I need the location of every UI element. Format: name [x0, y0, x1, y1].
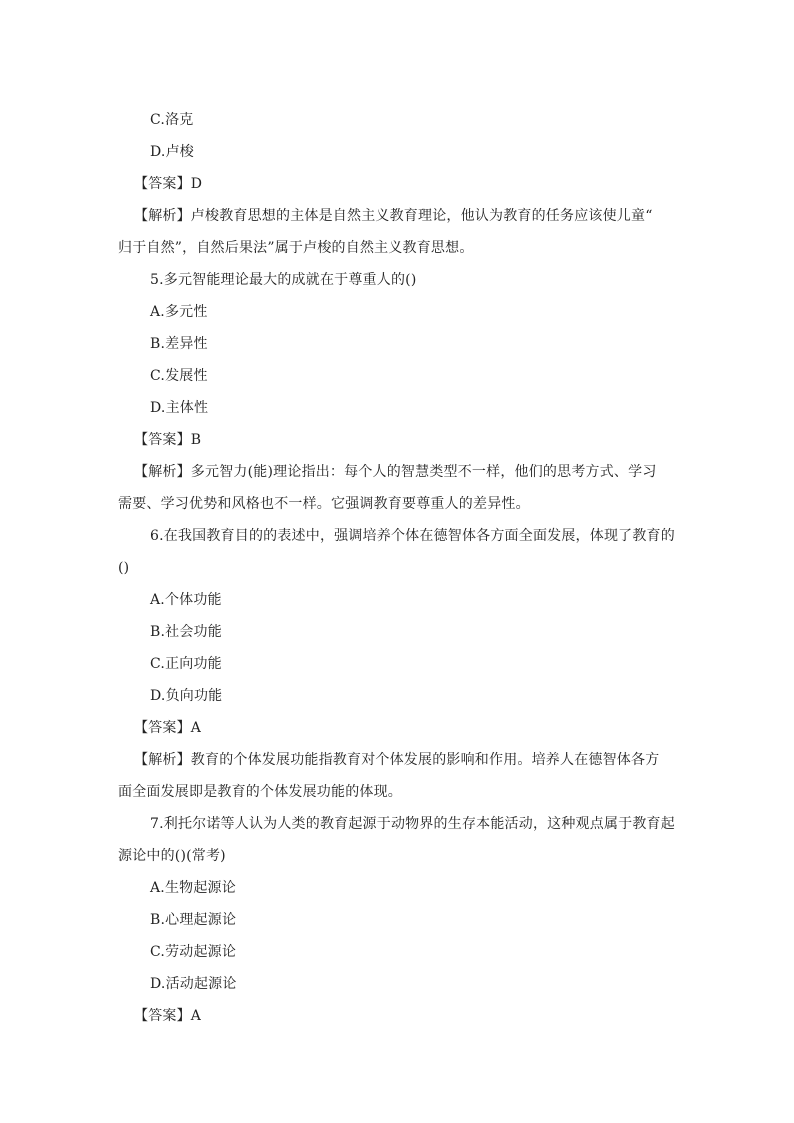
answer-line: 【答案】B: [134, 432, 202, 448]
option-d-line: D.负向功能: [150, 688, 223, 704]
option-c-line: C.正向功能: [150, 656, 222, 672]
analysis-line: 【解析】教育的个体发展功能指教育对个体发展的影响和作用。培养人在德智体各方: [134, 752, 660, 768]
question-7-line: 7.利托尔诺等人认为人类的教育起源于动物界的生存本能活动，这种观点属于教育起: [150, 816, 675, 832]
question-5-line: 5.多元智能理论最大的成就在于尊重人的(): [150, 272, 417, 288]
analysis-continued-line: 归于自然”，自然后果法”属于卢梭的自然主义教育思想。: [118, 240, 474, 256]
option-a-line: A.生物起源论: [150, 880, 236, 896]
option-d-line: D.卢梭: [150, 144, 194, 160]
option-d-line: D.活动起源论: [150, 976, 237, 992]
option-d-line: D.主体性: [150, 400, 209, 416]
option-b-line: B.差异性: [150, 336, 208, 352]
option-b-line: B.社会功能: [150, 624, 222, 640]
analysis-continued-line: 面全面发展即是教育的个体发展功能的体现。: [118, 784, 402, 800]
option-a-line: A.多元性: [150, 304, 208, 320]
answer-line: 【答案】A: [134, 720, 202, 736]
option-a-line: A.个体功能: [150, 592, 222, 608]
question-6-line: 6.在我国教育目的的表述中，强调培养个体在德智体各方面全面发展，体现了教育的: [150, 528, 675, 544]
analysis-continued-line: 需要、学习优势和风格也不一样。它强调教育要尊重人的差异性。: [118, 496, 530, 512]
question-6-continued-line: (): [118, 560, 130, 576]
analysis-line: 【解析】多元智力(能)理论指出：每个人的智慧类型不一样，他们的思考方式、学习: [134, 464, 657, 480]
question-7-continued-line: 源论中的()(常考): [118, 848, 226, 864]
option-c-line: C.劳动起源论: [150, 944, 237, 960]
analysis-line: 【解析】卢梭教育思想的主体是自然主义教育理论，他认为教育的任务应该使儿童“: [134, 208, 653, 224]
option-c-line: C.发展性: [150, 368, 208, 384]
answer-line: 【答案】A: [134, 1008, 202, 1024]
option-c-line: C.洛克: [150, 112, 194, 128]
option-b-line: B.心理起源论: [150, 912, 237, 928]
answer-line: 【答案】D: [134, 176, 203, 192]
